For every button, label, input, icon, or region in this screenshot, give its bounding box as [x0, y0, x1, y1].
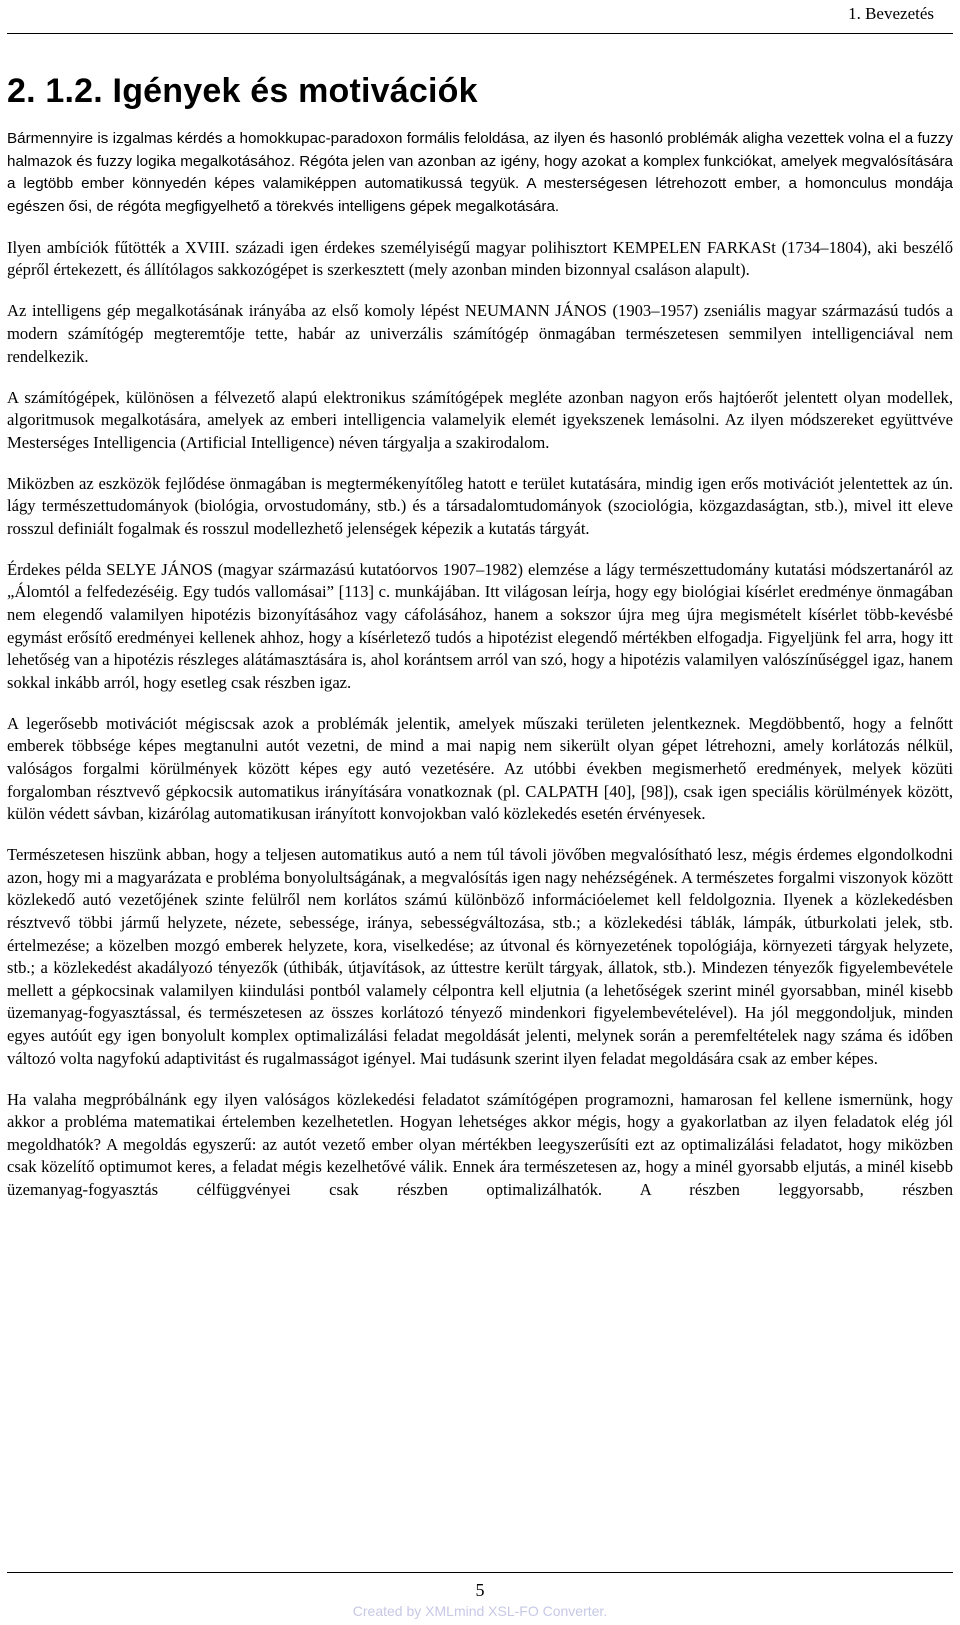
paragraph: Az intelligens gép megalkotásának irányába az első komoly lépést NEUMANN JÁNOS (1903–1957) zseniális magyar származású tudós a modern számítógép megteremtője tette, habár az univerzális számítógép önmagában természetesen semmilyen intelligenciával nem rendelkezik. [7, 301, 953, 366]
body-text [7, 128, 953, 1220]
paragraph: Miközben az eszközök fejlődése önmagában is megtermékenyítőleg hatott e terület kutatására, mindig igen erős motivációt jelentettek az ún. lágy természettudományok (biológia, orvostudomány, stb.) és a társadalomtudományok (szociológia, közgazdaságtan, stb.), mivel itt eleve rosszul definiált fogalmak és rosszul modellezhető jelenségek képezik a kutatás tárgyát. [7, 473, 953, 538]
page-number: 5 [475, 1580, 485, 1600]
footer-rule [7, 1572, 953, 1573]
paragraph: Érdekes példa SELYE JÁNOS (magyar származású kutatóorvos 1907–1982) elemzése a lágy természettudomány kutatási módszertanáról az „Álomtól a felfedezéséig. Egy tudós vallomásai” [113] c. munkájában. Itt világosan leírja, hogy egy biológiai kísérlet eredménye önmagában nem elegendő valamilyen hipotézis bizonyításához vagy cáfolásához, hanem a sokszor újra meg újra megismételt kísérlet több-kevésbé egymást erősítő eredményei kellenek ahhoz, hogy a kísérletező tudós a hipotézist elegendő mértékben elfogadja. Figyeljünk fel arra, hogy itt lehetőség van a hipotézis részleges alátámasztására is, ahol korántsem arról van szó, hogy a hipotézis valamilyen valószínűséggel igaz, hanem sokkal inkább arról, hogy esetleg csak részben igaz. [7, 559, 953, 692]
paragraph: Bármennyire is izgalmas kérdés a homokkupac-paradoxon formális feloldása, az ilyen és hasonló problémák aligha vezettek volna el a fuzzy halmazok és fuzzy logika megalkotásához. Régóta jelen van azonban az igény, hogy azokat a komplex funkciókat, amelyek megvalósítására a legtöbb ember könnyedén képes valamiképpen automatikussá tegyük. A mesterségesen létrehozott ember, a homonculus mondája egészen ősi, de régóta megfigyelhető a törekvés intelligens gépek megalkotására. [7, 130, 953, 215]
paragraph: Ilyen ambíciók fűtötték a XVIII. századi igen érdekes személyiségű magyar polihisztort KEMPELEN FARKASt (1734–1804), aki beszélő gépről értekezett, és állítólagos sakkozógépet is szerkesztett (mely azonban minden bizonnyal csaláson alapult). [7, 237, 953, 280]
paragraph: A legerősebb motivációt mégiscsak azok a problémák jelentik, amelyek műszaki területen jelentkeznek. Megdöbbentő, hogy a felnőtt emberek többsége képes megtanulni autót vezetni, de mind a mai napig nem sikerült olyan gépet létrehozni, amely korlátozás nélkül, valóságos forgalmi körülmények között képes egy autó vezetésére. Az utóbbi években megismerhető eredmények, melyek közüti forgalomban résztvevő gépkocsik automatikus irányítására vonatkoznak (pl. CALPATH [40], [98]), csak igen speciális körülmények között, külön védett sávban, kizárólag automatikusan irányított konvojokban való közlekedés esetén érvényesek. [7, 713, 953, 824]
section-title: 2. 1.2. Igények és motivációk [7, 72, 478, 110]
header-rule [7, 33, 953, 34]
paragraph: A számítógépek, különösen a félvezető alapú elektronikus számítógépek megléte azonban nagyon erős hajtóerőt jelentett olyan modellek, algoritmusok megalkotására, amelyek az emberi intelligencia valamelyik elemét igyekszenek lemásolni. Az ilyen módszereket együttvéve Mesterséges Intelligencia (Artificial Intelligence) néven tárgyalja a szakirodalom. [7, 387, 953, 452]
paragraph: Természetesen hiszünk abban, hogy a teljesen automatikus autó a nem túl távoli jövőben megvalósítható lesz, mégis érdemes elgondolkodni azon, hogy mi a magyarázata e probléma bonyolultságának, a megvalósítás igen nagy nehézségének. A természetes forgalmi viszonyok között közlekedő autó vezetőjének szinte felülről nem korlátos számú különböző információelemet kell feldolgoznia. Ilyenek a közlekedésben résztvevő többi jármű helyzete, nézete, sebessége, iránya, sebességváltozása, stb.; a közlekedési táblák, lámpák, útburkolati jelek, stb. értelmezése; a közelben mozgó emberek helyzete, kora, viselkedése; az útvonal és környezetének topológiája, környezeti tárgyak helyzete, stb.; a közlekedést akadályozó tényezők (úthibák, útjavítások, az úttestre került tárgyak, állatok, stb.). Mindezen tényezők figyelembevétele mellett a gépkocsinak valamilyen kiindulási pontból valamely célpontra kell eljutnia (a lehetőségek szerint minél gyorsabban, minél kisebb üzemanyag-fogyasztással, és természetesen az összes korlátozó tényező mindenkori figyelembevételével). Ha jól meggondoljuk, minden egyes autóút egy igen bonyolult komplex optimalizálási feladat megoldását jelenti, melynek során a peremfeltételek nagy száma és időben változó volta nagyfokú adaptivitást és rugalmasságot igényel. Mai tudásunk szerint ilyen feladat megoldására csak az ember képes. [7, 845, 953, 1068]
converter-watermark: Created by XMLmind XSL-FO Converter. [352, 1603, 608, 1619]
running-header: 1. Bevezetés [848, 4, 934, 23]
paragraph: Ha valaha megpróbálnánk egy ilyen valóságos közlekedési feladatot számítógépen programozni, hamarosan fel kellene ismernünk, hogy akkor a probléma matematikai értelemben kezelhetetlen. Hogyan lehetséges akkor mégis, hogy a gyakorlatban az ilyen feladatok elég jól megoldhatók? A megoldás egyszerű: az autót vezető ember olyan mértékben leegyszerűsíti ezt az optimalizálási feladatot, hogy miközben csak közelítő optimumot keres, a feladat mégis kezelhetővé válik. Ennek ára természetesen az, hogy a minél gyorsabb eljutás, a minél kisebb üzemanyag-fogyasztás célfüggvényei csak részben optimalizálhatók. A részben leggyorsabb, részben [7, 1089, 953, 1199]
